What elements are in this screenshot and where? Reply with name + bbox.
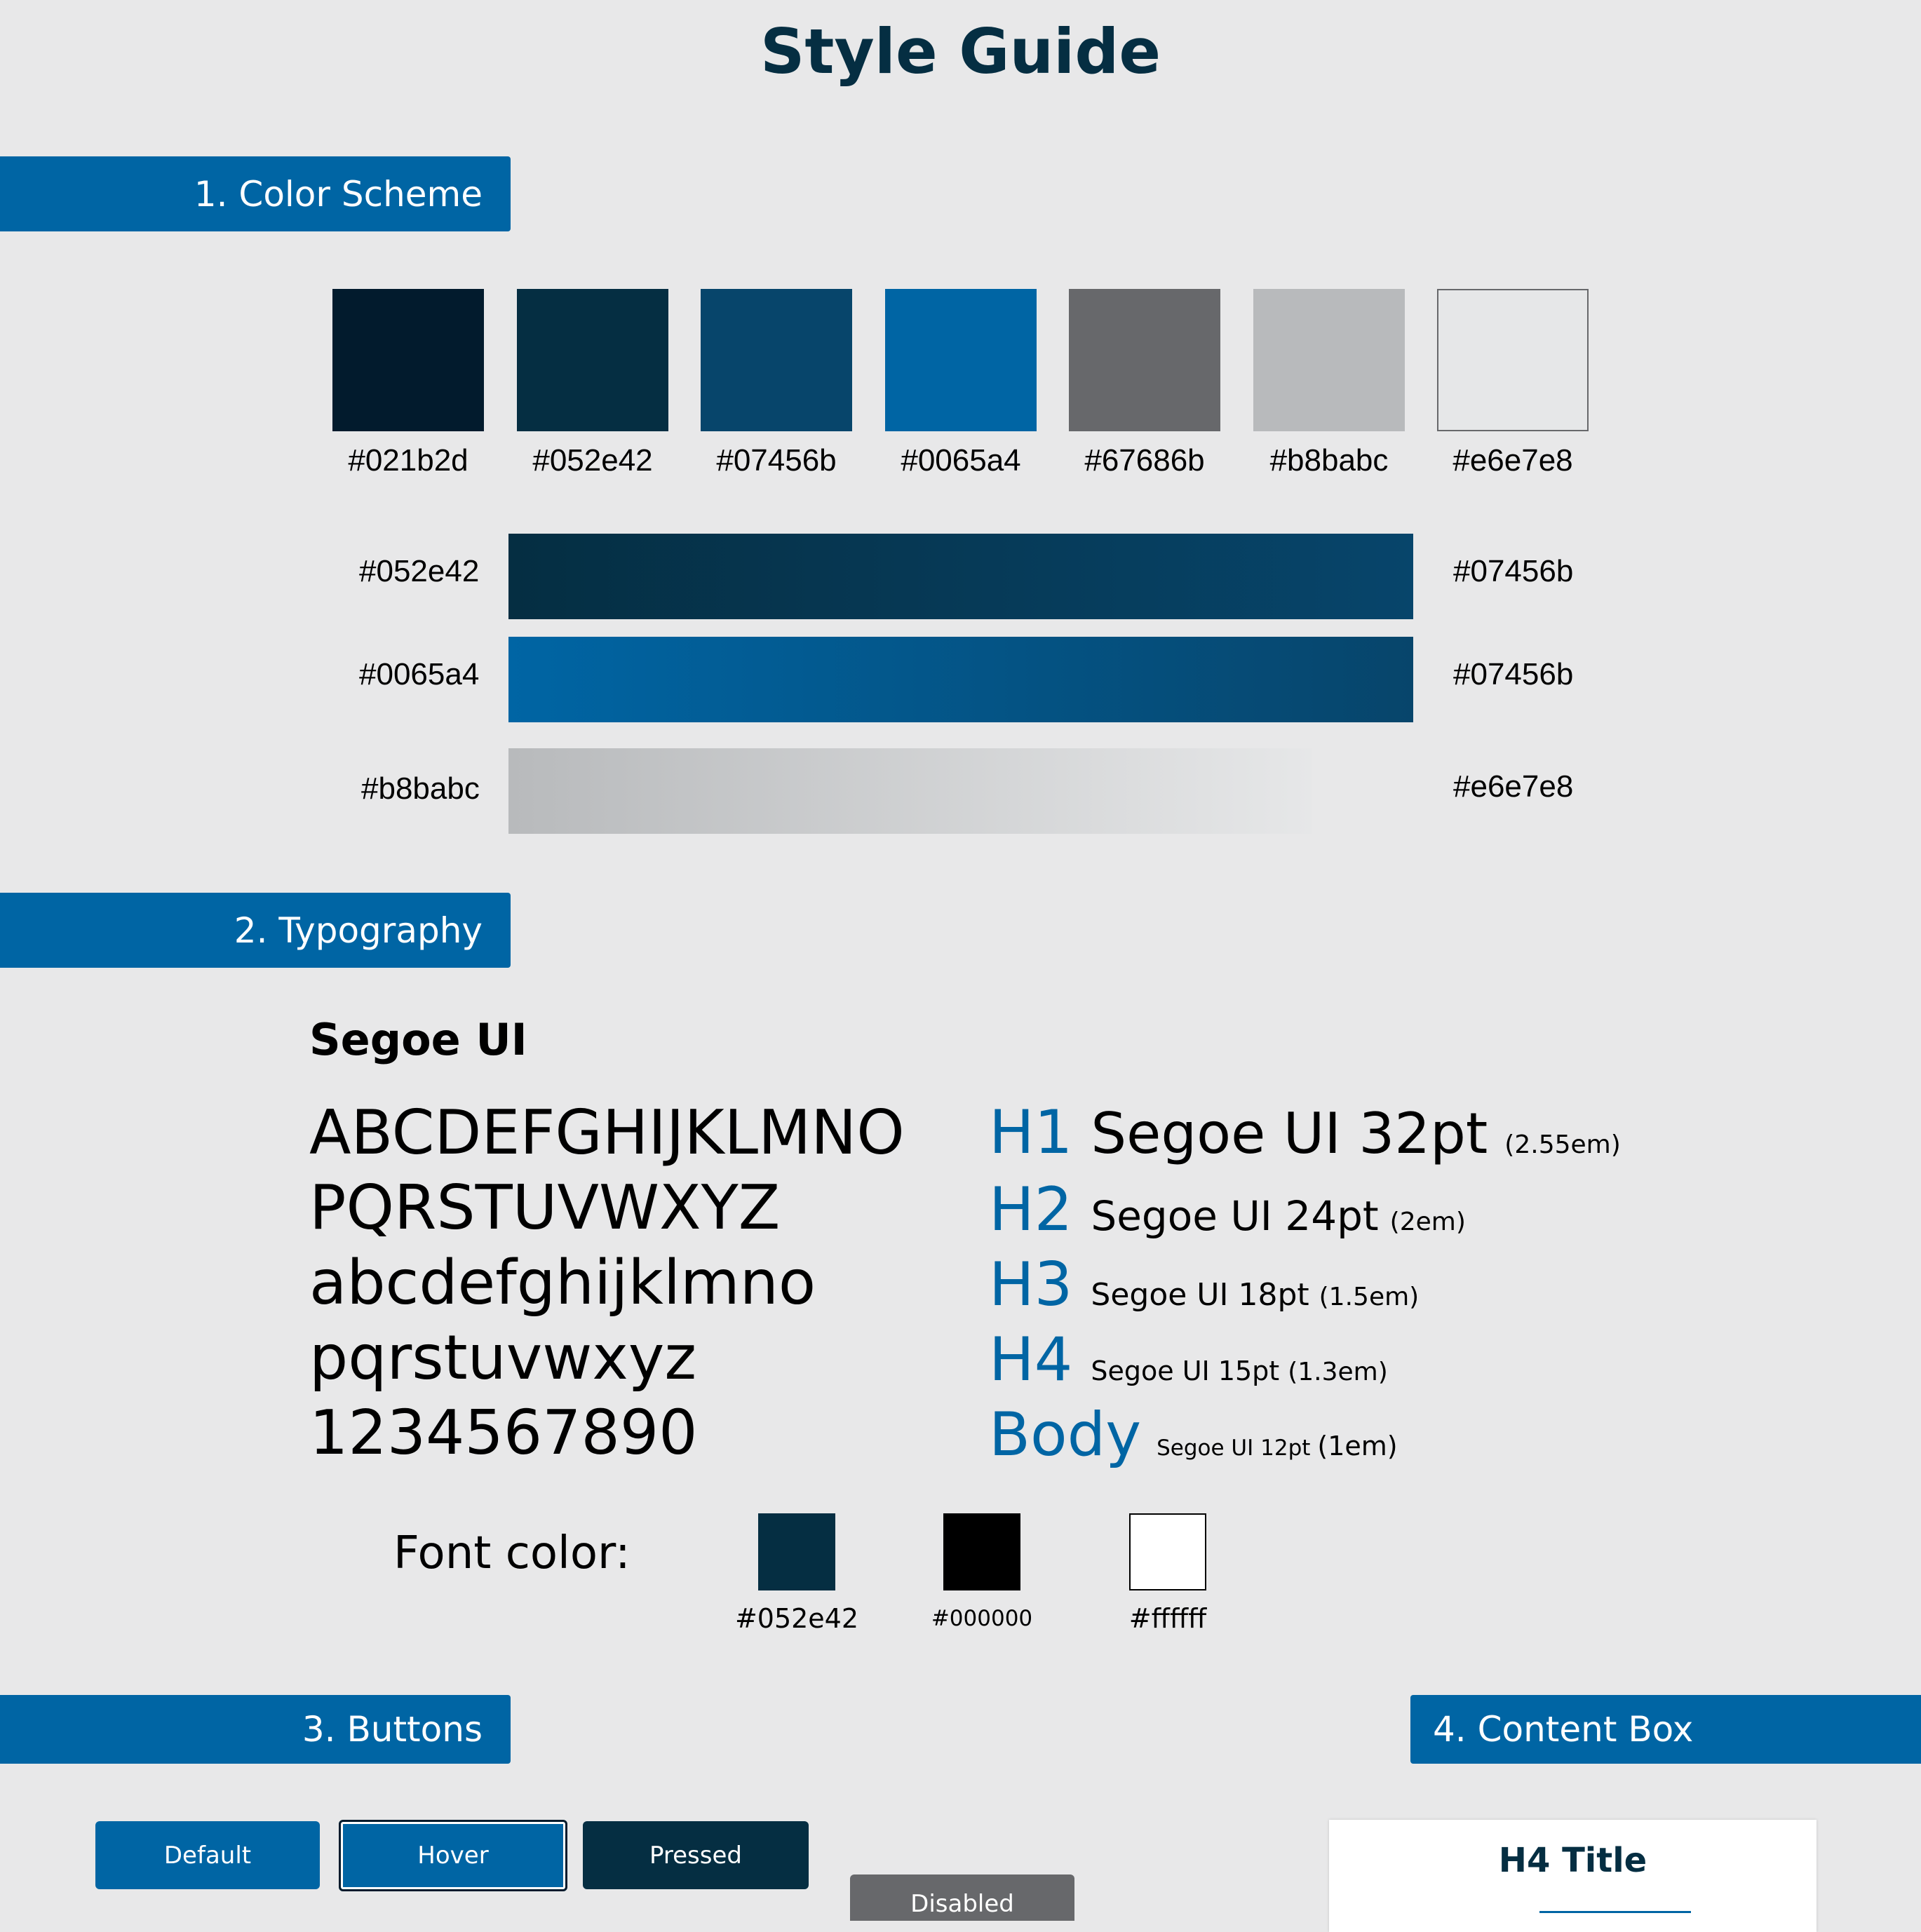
content-box-title: H4 Title <box>1498 1841 1647 1880</box>
glyph-line: pqrstuvwxyz <box>309 1322 697 1393</box>
type-tag: H3 <box>989 1250 1073 1320</box>
type-scale-h1 <box>989 1097 1621 1168</box>
type-desc: Segoe UI 15pt <box>1091 1356 1280 1386</box>
type-scale-body <box>989 1400 1398 1470</box>
swatch-label: #021b2d <box>348 443 469 478</box>
swatch-label: #052e42 <box>532 443 653 478</box>
section-header-color-scheme: 1. Color Scheme <box>0 156 511 231</box>
gradient-from-label: #052e42 <box>359 554 480 588</box>
gradient-to-label: #07456b <box>1453 657 1574 691</box>
swatch-label: #e6e7e8 <box>1452 443 1573 478</box>
swatch-label: #67686b <box>1084 443 1205 478</box>
default-button[interactable]: Default <box>95 1821 320 1889</box>
glyph-line: PQRSTUVWXYZ <box>309 1172 781 1243</box>
color-swatch-052e42 <box>517 289 668 431</box>
font-color-label: Font color: <box>393 1527 631 1579</box>
hover-button[interactable]: Hover <box>339 1820 567 1891</box>
color-swatch-021b2d <box>332 289 484 431</box>
content-box-sample <box>1329 1820 1816 1932</box>
type-em: (1.3em) <box>1288 1358 1388 1386</box>
color-swatch-b8babc <box>1253 289 1405 431</box>
glyph-line: ABCDEFGHIJKLMNO <box>309 1097 905 1168</box>
type-desc: Segoe UI 24pt <box>1091 1192 1379 1240</box>
type-desc: Segoe UI 18pt <box>1091 1277 1309 1313</box>
type-desc: Segoe UI 12pt <box>1157 1436 1311 1461</box>
type-em: (1em) <box>1317 1431 1398 1461</box>
color-swatch-07456b <box>701 289 852 431</box>
type-em: (2em) <box>1389 1208 1466 1236</box>
type-tag: H2 <box>989 1175 1073 1245</box>
pressed-button[interactable]: Pressed <box>583 1821 809 1889</box>
font-color-swatch-000000 <box>943 1513 1020 1590</box>
font-color-hex: #052e42 <box>734 1603 859 1634</box>
color-swatch-e6e7e8 <box>1437 289 1589 431</box>
glyph-line: abcdefghijklmno <box>309 1247 816 1318</box>
swatch-label: #0065a4 <box>901 443 1021 478</box>
color-swatch-67686b <box>1069 289 1220 431</box>
type-tag: Body <box>989 1400 1142 1470</box>
font-color-swatch-052e42 <box>758 1513 835 1590</box>
type-tag: H1 <box>989 1097 1073 1168</box>
type-scale-h4 <box>989 1325 1388 1395</box>
gradient-bar-2 <box>508 637 1413 722</box>
gradient-from-label: #b8babc <box>361 771 480 806</box>
glyph-line: 1234567890 <box>309 1397 698 1468</box>
section-header-typography: 2. Typography <box>0 893 511 968</box>
type-scale-h3 <box>989 1250 1419 1320</box>
content-box-divider <box>1539 1911 1691 1913</box>
font-color-hex: #000000 <box>931 1606 1033 1631</box>
gradient-bar-3 <box>508 748 1312 834</box>
font-name: Segoe UI <box>309 1014 527 1065</box>
swatch-label: #b8babc <box>1269 443 1389 478</box>
page-title: Style Guide <box>760 15 1161 88</box>
font-color-hex: #ffffff <box>1128 1603 1207 1634</box>
gradient-bar-1 <box>508 534 1413 619</box>
type-em: (1.5em) <box>1319 1283 1420 1311</box>
type-desc: Segoe UI 32pt <box>1091 1101 1488 1166</box>
disabled-button: Disabled <box>850 1874 1074 1921</box>
type-tag: H4 <box>989 1325 1073 1395</box>
section-header-content-box: 4. Content Box <box>1410 1695 1921 1764</box>
swatch-label: #07456b <box>716 443 837 478</box>
type-scale-h2 <box>989 1175 1466 1245</box>
section-header-buttons: 3. Buttons <box>0 1695 511 1764</box>
type-em: (2.55em) <box>1504 1130 1621 1159</box>
gradient-from-label: #0065a4 <box>359 657 480 691</box>
font-color-swatch-ffffff <box>1129 1513 1206 1590</box>
gradient-to-label: #e6e7e8 <box>1453 769 1574 804</box>
color-swatch-0065a4 <box>885 289 1037 431</box>
gradient-to-label: #07456b <box>1453 554 1574 588</box>
